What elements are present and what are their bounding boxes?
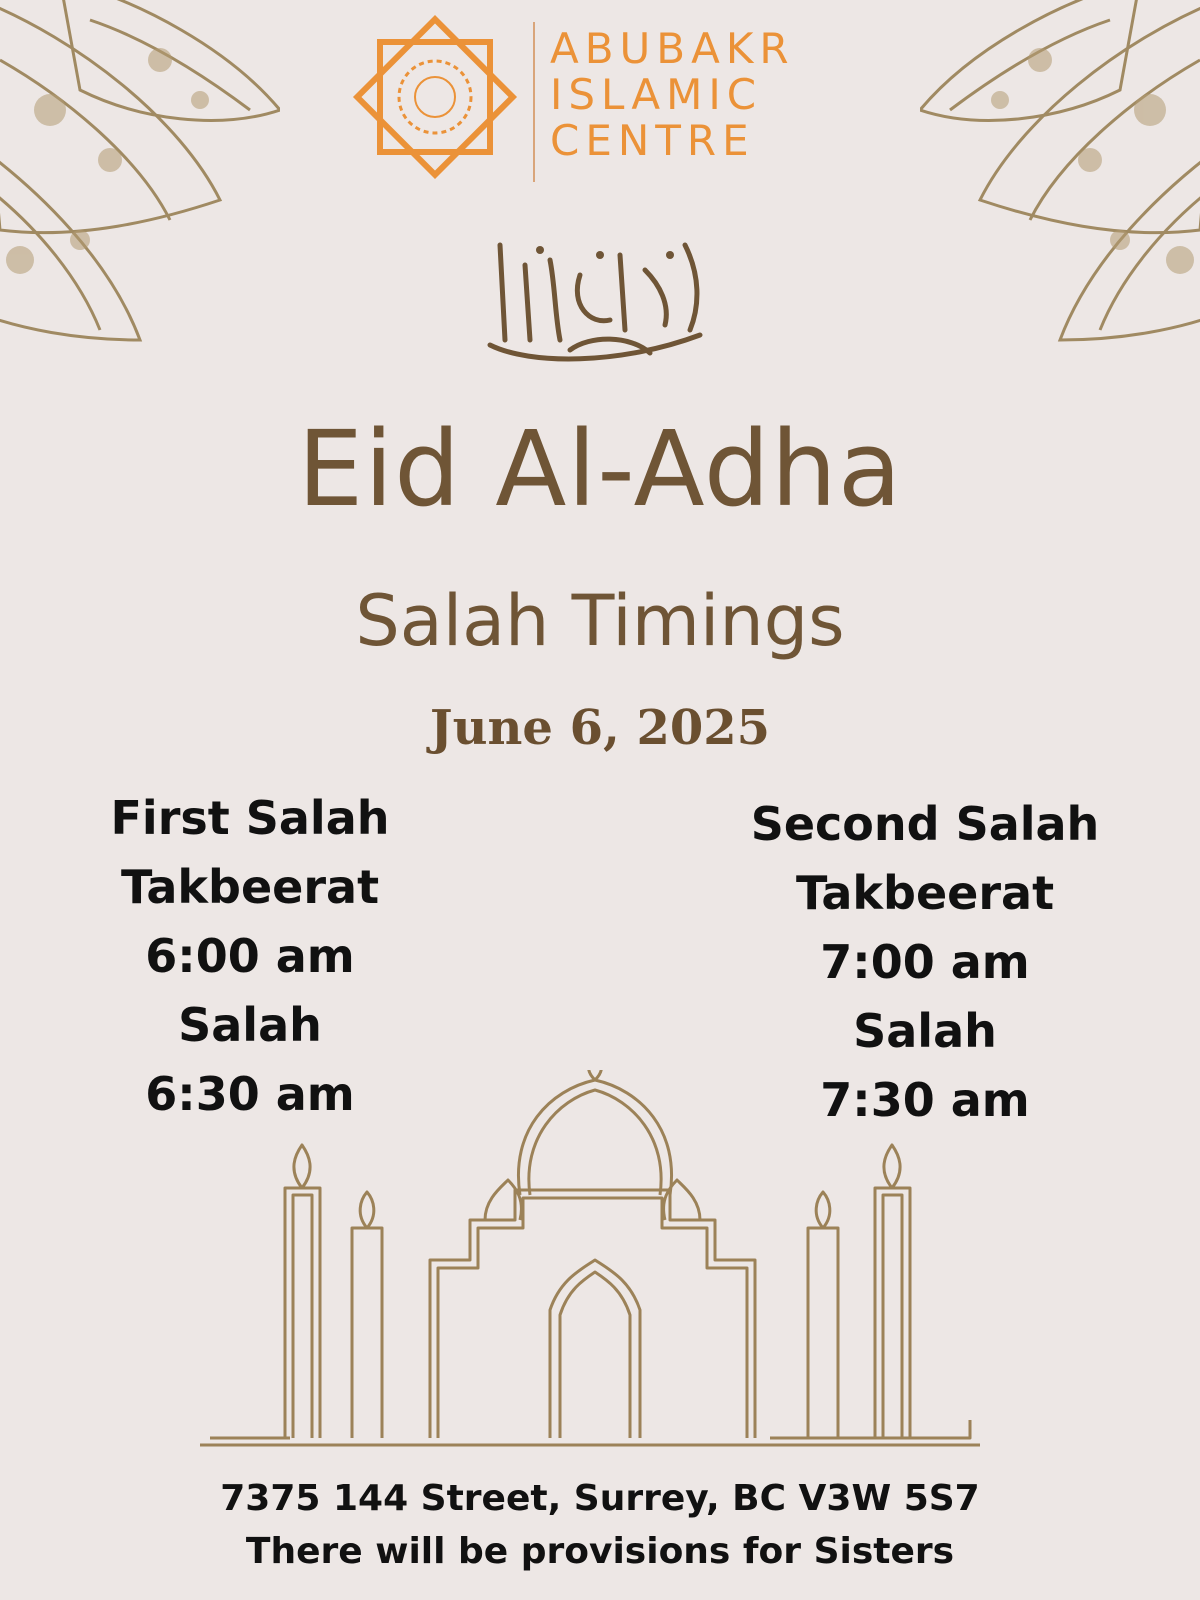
second-salah-heading: Second Salah — [750, 797, 1100, 851]
sisters-note: There will be provisions for Sisters — [245, 1531, 955, 1572]
page-title: Eid Al-Adha — [297, 408, 903, 530]
first-salah-heading: First Salah — [110, 791, 390, 845]
second-takbeerat-time: 7:00 am — [820, 935, 1030, 989]
mandala-ornament-right-icon — [920, 0, 1200, 370]
logo-text — [550, 26, 795, 164]
mosque-outline-icon — [190, 1070, 990, 1460]
first-takbeerat-label: Takbeerat — [120, 860, 380, 914]
logo-line-1: ABUBAKR — [550, 24, 795, 73]
first-takbeerat-time: 6:00 am — [145, 929, 355, 983]
logo-line-2: ISLAMIC — [550, 70, 763, 119]
logo-divider — [533, 22, 535, 182]
eid-calligraphy-icon — [470, 225, 730, 375]
centre-logo — [350, 12, 820, 172]
second-salah-label: Salah — [853, 1004, 997, 1058]
page-subtitle: Salah Timings — [355, 580, 845, 662]
first-salah-label: Salah — [178, 998, 322, 1052]
first-salah-time: 6:30 am — [145, 1067, 355, 1121]
event-date: June 6, 2025 — [429, 700, 771, 756]
second-takbeerat-label: Takbeerat — [795, 866, 1055, 920]
second-salah-time: 7:30 am — [820, 1073, 1030, 1127]
star-logo-emblem-icon — [350, 12, 520, 182]
logo-line-3: CENTRE — [550, 116, 755, 165]
mandala-ornament-left-icon — [0, 0, 280, 370]
address-text: 7375 144 Street, Surrey, BC V3W 5S7 — [220, 1478, 980, 1519]
